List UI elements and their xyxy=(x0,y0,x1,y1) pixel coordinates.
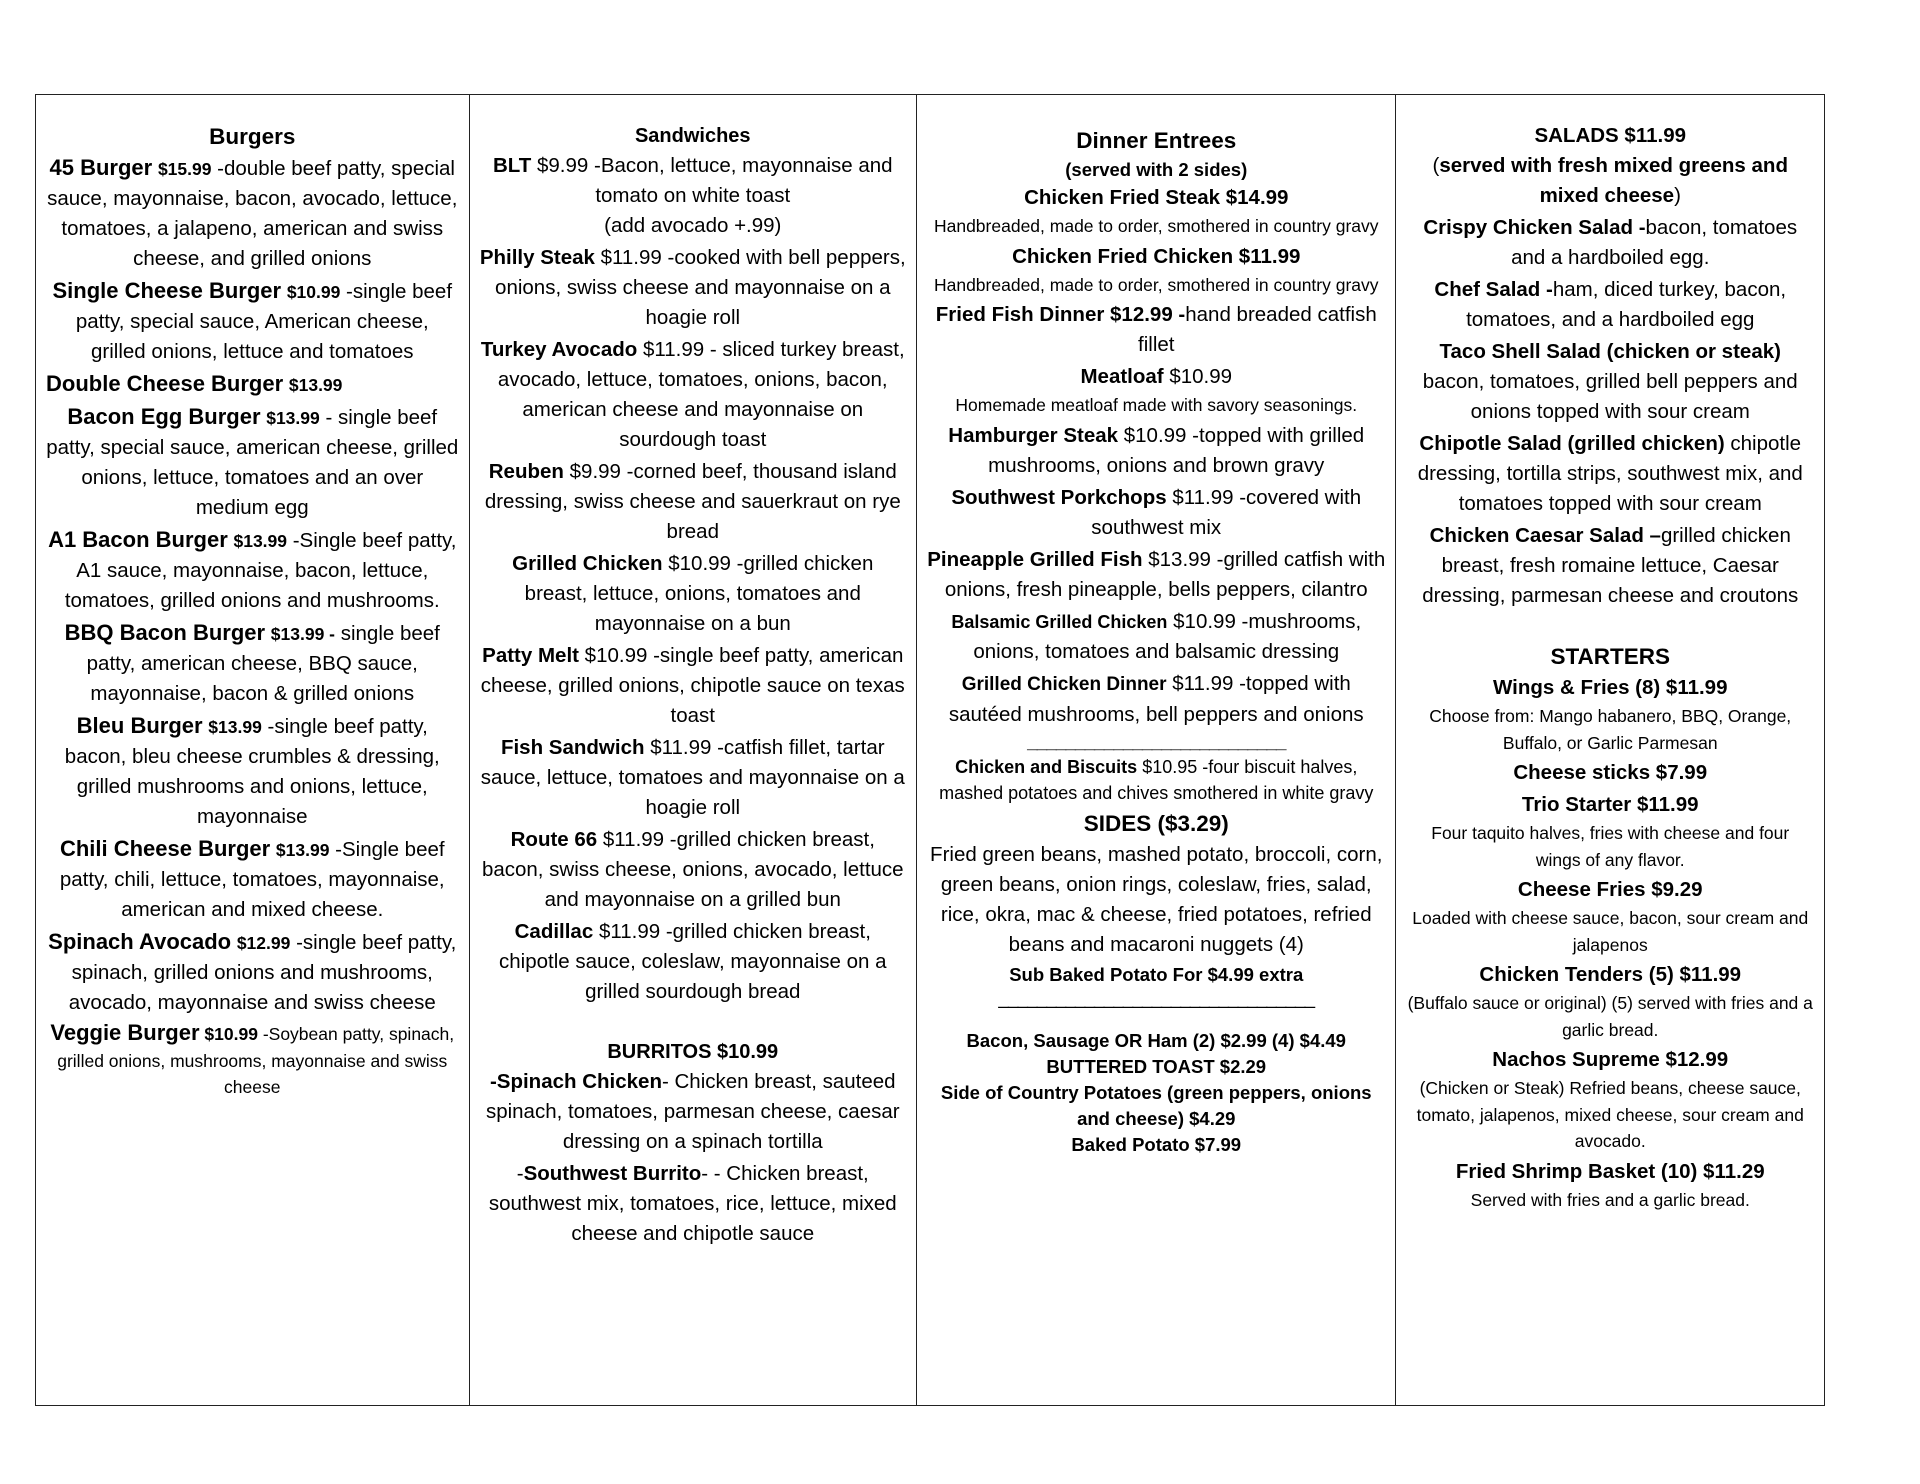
menu-item xyxy=(46,402,459,523)
item-desc: - Chicken breast, sauteed spinach, tomatoes, parmesan cheese, caesar dressing on a spinach tortilla xyxy=(485,1070,900,1153)
item-name: Route 66 xyxy=(510,828,598,851)
extra-item: BUTTERED TOAST $2.29 xyxy=(1046,1055,1267,1077)
burgers-title: Burgers xyxy=(209,124,296,149)
item-name: Fried Shrimp Basket (10) $11.29 xyxy=(1455,1159,1765,1183)
extra-item: Baked Potato $7.99 xyxy=(1071,1133,1242,1155)
item-desc: Choose from: Mango habanero, BBQ, Orange, Buffalo, or Garlic Parmesan xyxy=(1429,706,1792,753)
item-desc: Loaded with cheese sauce, bacon, sour cream and jalapenos xyxy=(1412,908,1809,955)
item-desc: (Buffalo sauce or original) (5) served with fries and a garlic bread. xyxy=(1407,993,1813,1040)
item-name: Chicken and Biscuits xyxy=(955,756,1138,777)
menu-item xyxy=(46,1020,459,1101)
item-name: Meatloaf xyxy=(1080,365,1164,388)
item-desc: -topped with sautéed mushrooms, bell peppers and onions xyxy=(948,671,1364,726)
menu-item xyxy=(1406,429,1814,519)
sandwiches-title: Sandwiches xyxy=(634,125,751,147)
menu-item xyxy=(46,927,459,1018)
menu-item xyxy=(1406,1157,1814,1214)
menu-item xyxy=(927,242,1385,299)
menu-item xyxy=(927,300,1385,360)
item-price: $13.99 xyxy=(233,531,288,551)
item-desc: -mushrooms, onions, tomatoes and balsamic dressing xyxy=(973,609,1362,663)
item-name: Wings & Fries (8) $11.99 xyxy=(1492,676,1728,699)
item-desc: -grilled chicken breast, chipotle sauce, coleslaw, mayonnaise on a grilled sourdough bread xyxy=(499,920,887,1003)
sides-title: SIDES ($3.29) xyxy=(1083,810,1229,836)
spacer xyxy=(1406,613,1814,641)
menu-item xyxy=(480,917,907,1007)
menu-item xyxy=(1406,875,1814,958)
menu-item xyxy=(480,641,907,731)
item-name: Cadillac xyxy=(514,920,594,943)
menu-item xyxy=(480,457,907,547)
menu-item xyxy=(480,335,907,455)
item-price: $11.99 xyxy=(598,920,661,943)
item-price: $10.95 xyxy=(1142,756,1198,777)
menu-item xyxy=(480,243,907,333)
item-desc: -single beef patty, bacon, bleu cheese crumbles & dressing, grilled mushrooms and onions, lettuce, mayonnaise xyxy=(64,715,440,828)
menu-item xyxy=(480,733,907,823)
spacer xyxy=(480,1009,907,1037)
item-name: BBQ Bacon Burger xyxy=(64,620,266,645)
item-price: $13.99 - xyxy=(270,624,336,644)
menu-item xyxy=(46,276,459,367)
item-name: Cheese Fries $9.29 xyxy=(1517,878,1703,901)
menu-frame xyxy=(35,94,1825,1406)
item-name: A1 Bacon Burger xyxy=(48,527,228,552)
item-price: $11.99 xyxy=(650,736,712,759)
item-desc: hand breaded catfish fillet xyxy=(1138,303,1377,356)
item-name: Chicken Fried Chicken $11.99 xyxy=(1012,244,1301,268)
item-desc: - single beef patty, special sauce, american cheese, grilled onions, lettuce, tomatoes and an over medium egg xyxy=(46,406,459,519)
item-desc: -single beef patty, spinach, grilled onions and mushrooms, avocado, mayonnaise and swiss cheese xyxy=(68,931,457,1014)
salads-title: SALADS $11.99 xyxy=(1534,124,1687,147)
item-name: Hamburger Steak xyxy=(948,423,1119,447)
item-name: Chicken Tenders (5) $11.99 xyxy=(1479,963,1742,986)
item-price: $11.99 xyxy=(1172,671,1234,695)
item-price: $9.99 xyxy=(569,460,621,483)
paren-open: ( xyxy=(1432,154,1440,177)
item-desc: bacon, tomatoes and a hardboiled egg. xyxy=(1511,216,1798,269)
item-name: Grilled Chicken xyxy=(512,552,663,575)
sides-list: Fried green beans, mashed potato, broccoli, corn, green beans, onion rings, coleslaw, fries, salad, rice, okra, mac & cheese, fried potatoes, refried beans and macaroni nuggets (4) xyxy=(930,842,1383,956)
item-price: $13.99 xyxy=(275,840,330,860)
item-desc: -Single beef patty, chili, lettuce, tomatoes, mayonnaise, american and mixed cheese. xyxy=(59,838,445,921)
item-price: $10.99 xyxy=(1123,423,1187,447)
item-price: $10.99 xyxy=(286,282,341,302)
item-name: BLT xyxy=(492,154,532,177)
item-desc: grilled chicken breast, fresh romaine lettuce, Caesar dressing, parmesan cheese and croutons xyxy=(1422,524,1799,607)
item-desc: -double beef patty, special sauce, mayonnaise, bacon, avocado, lettuce, tomatoes, a jalapeno, american and swiss cheese, and grilled onions xyxy=(47,157,458,270)
item-price: $10.99 xyxy=(584,644,648,667)
menu-item xyxy=(480,1067,907,1157)
item-price: $11.99 xyxy=(1172,485,1234,509)
item-name: Trio Starter $11.99 xyxy=(1521,793,1699,816)
dinner-subtitle: (served with 2 sides) xyxy=(1065,159,1248,180)
item-name: Patty Melt xyxy=(482,644,579,667)
extra-item: Bacon, Sausage OR Ham (2) $2.99 (4) $4.49 xyxy=(966,1029,1346,1051)
item-desc: -covered with southwest mix xyxy=(1091,485,1362,539)
salads-subtitle xyxy=(1406,151,1814,211)
item-name: Balsamic Grilled Chicken xyxy=(951,611,1168,632)
item-desc: -single beef patty, american cheese, grilled onions, chipotle sauce on texas toast xyxy=(480,644,905,727)
item-price: $13.99 xyxy=(288,375,343,395)
spacer xyxy=(927,1010,1385,1028)
menu-item xyxy=(1406,758,1814,788)
item-price: $10.99 xyxy=(1169,365,1233,388)
menu-item xyxy=(46,618,459,709)
item-name: Reuben xyxy=(488,460,564,483)
extra-item: Side of Country Potatoes (green peppers, onions and cheese) $4.29 xyxy=(940,1081,1372,1129)
item-name: 45 Burger xyxy=(49,155,153,180)
sandwiches-column xyxy=(469,95,917,1405)
item-price: $13.99 xyxy=(208,717,262,737)
item-desc: -topped with grilled mushrooms, onions and brown gravy xyxy=(988,423,1365,477)
item-desc: single beef patty, american cheese, BBQ sauce, mayonnaise, bacon & grilled onions xyxy=(86,622,440,705)
item-extra: (add avocado +.99) xyxy=(604,214,782,237)
menu-item xyxy=(46,834,459,925)
menu-item xyxy=(927,183,1385,240)
item-name: Chicken Fried Steak xyxy=(1024,186,1221,209)
item-price: $11.99 xyxy=(602,828,665,851)
item-desc: -catfish fillet, tartar sauce, lettuce, tomatoes and mayonnaise on a hoagie roll xyxy=(480,736,905,819)
item-name: Crispy Chicken Salad - xyxy=(1423,216,1646,239)
menu-item xyxy=(1406,521,1814,611)
item-price: $10.99 xyxy=(1173,609,1236,633)
item-name: Fried Fish Dinner $12.99 - xyxy=(935,303,1186,326)
item-name: Chef Salad - xyxy=(1434,278,1553,301)
item-desc: ham, diced turkey, bacon, tomatoes, and a hardboiled egg xyxy=(1466,278,1787,331)
item-desc: -corned beef, thousand island dressing, swiss cheese and sauerkraut on rye bread xyxy=(484,460,901,543)
burgers-column xyxy=(36,95,469,1405)
item-price: $14.99 xyxy=(1225,186,1289,209)
item-name: Grilled Chicken Dinner xyxy=(961,673,1167,695)
menu-item xyxy=(1406,337,1814,427)
item-name: Chili Cheese Burger xyxy=(59,836,271,861)
menu-item xyxy=(927,483,1385,543)
item-name: Single Cheese Burger xyxy=(52,278,282,303)
item-desc: Served with fries and a garlic bread. xyxy=(1470,1189,1750,1210)
item-name: Pineapple Grilled Fish xyxy=(927,547,1143,571)
item-name: Southwest Burrito xyxy=(523,1162,702,1185)
menu-item xyxy=(927,545,1385,605)
item-desc: bacon, tomatoes, grilled bell peppers and onions topped with sour cream xyxy=(1422,370,1798,423)
item-name: -Spinach Chicken xyxy=(489,1070,662,1093)
item-price: $13.99 xyxy=(266,408,320,428)
sides-sub: Sub Baked Potato For $4.99 extra xyxy=(1009,963,1304,985)
item-price: $12.99 xyxy=(236,933,291,953)
item-desc: Homemade meatloaf made with savory seasonings. xyxy=(955,395,1358,415)
item-price: $11.99 xyxy=(600,246,662,269)
divider: _________________________________ xyxy=(998,987,1315,1009)
item-desc: -grilled chicken breast, bacon, swiss cheese, onions, avocado, lettuce and mayonnaise on a grilled bun xyxy=(481,828,904,911)
menu-item xyxy=(1406,673,1814,756)
menu-item xyxy=(46,525,459,616)
menu-item xyxy=(1406,275,1814,335)
menu-item xyxy=(927,754,1385,806)
burritos-title: BURRITOS $10.99 xyxy=(607,1041,779,1063)
item-name: Double Cheese Burger xyxy=(46,371,284,396)
item-desc: - - Chicken breast, southwest mix, tomatoes, rice, lettuce, mixed cheese and chipotle sauce xyxy=(488,1162,897,1245)
menu-item xyxy=(480,549,907,639)
item-price: $10.99 xyxy=(204,1024,258,1044)
item-name: Chipotle Salad (grilled chicken) xyxy=(1419,432,1725,455)
item-price: $13.99 xyxy=(1148,547,1211,571)
item-price: $15.99 xyxy=(157,159,212,179)
starters-title: STARTERS xyxy=(1550,644,1671,669)
item-desc: -Bacon, lettuce, mayonnaise and tomato on white toast xyxy=(594,154,893,207)
item-name: Nachos Supreme $12.99 xyxy=(1492,1048,1729,1071)
item-desc: -four biscuit halves, mashed potatoes and chives smothered in white gravy xyxy=(939,756,1374,803)
item-name: Cheese sticks $7.99 xyxy=(1513,761,1708,784)
menu-item xyxy=(46,369,459,400)
menu-item xyxy=(927,669,1385,730)
item-price: $11.99 xyxy=(642,338,705,361)
item-desc: -single beef patty, special sauce, American cheese, grilled onions, lettuce and tomatoes xyxy=(75,280,453,363)
menu-item xyxy=(480,151,907,241)
paren-close: ) xyxy=(1674,184,1681,207)
item-name: Southwest Porkchops xyxy=(951,485,1167,509)
menu-item xyxy=(46,711,459,832)
menu-item xyxy=(1406,1045,1814,1155)
item-name: Philly Steak xyxy=(479,246,595,269)
item-desc: -Soybean patty, spinach, grilled onions, mushrooms, mayonnaise and swiss cheese xyxy=(57,1024,455,1097)
menu-item xyxy=(927,421,1385,481)
dinner-column xyxy=(916,95,1395,1405)
item-name: Chicken Caesar Salad – xyxy=(1429,524,1661,547)
menu-item xyxy=(1406,213,1814,273)
item-desc: - sliced turkey breast, avocado, lettuce, tomatoes, onions, bacon, american cheese and mayonnaise on sourdough toast xyxy=(497,338,905,451)
item-desc: -grilled chicken breast, lettuce, onions, tomatoes and mayonnaise on a bun xyxy=(524,552,874,635)
item-desc: Handbreaded, made to order, smothered in country gravy xyxy=(933,216,1379,236)
menu-item xyxy=(480,825,907,915)
salads-column xyxy=(1395,95,1824,1405)
menu-item xyxy=(1406,960,1814,1043)
menu-item xyxy=(46,153,459,274)
item-name: Veggie Burger xyxy=(50,1020,200,1045)
item-desc: -Single beef patty, A1 sauce, mayonnaise, bacon, lettuce, tomatoes, grilled onions and mushrooms. xyxy=(64,529,457,612)
item-price: $9.99 xyxy=(536,154,589,177)
item-name: Spinach Avocado xyxy=(48,929,232,954)
item-name: Fish Sandwich xyxy=(500,736,645,759)
item-desc: -grilled catfish with onions, fresh pineapple, bells peppers, cilantro xyxy=(944,547,1386,601)
item-name: Bleu Burger xyxy=(76,713,203,738)
menu-item xyxy=(1406,790,1814,873)
divider: ___________________________ xyxy=(1027,731,1286,753)
item-desc: -cooked with bell peppers, onions, swiss cheese and mayonnaise on a hoagie roll xyxy=(495,246,906,329)
dinner-title: Dinner Entrees xyxy=(1076,128,1237,153)
item-name: Bacon Egg Burger xyxy=(67,404,261,429)
menu-item xyxy=(927,607,1385,667)
item-desc: Handbreaded, made to order, smothered in country gravy xyxy=(933,274,1379,295)
item-price: $10.99 xyxy=(668,552,731,575)
menu-item xyxy=(927,362,1385,419)
item-prefix: - xyxy=(516,1162,524,1185)
item-name: Turkey Avocado xyxy=(480,338,638,361)
item-desc: (Chicken or Steak) Refried beans, cheese sauce, tomato, jalapenos, mixed cheese, sour cream and avocado. xyxy=(1416,1078,1804,1151)
item-desc: chipotle dressing, tortilla strips, southwest mix, and tomatoes topped with sour cream xyxy=(1417,432,1803,515)
salads-subtitle-text: served with fresh mixed greens and mixed cheese xyxy=(1439,154,1788,207)
item-name: Taco Shell Salad (chicken or steak) xyxy=(1439,340,1781,363)
item-desc: Four taquito halves, fries with cheese and four wings of any flavor. xyxy=(1431,823,1790,870)
menu-item xyxy=(480,1159,907,1249)
